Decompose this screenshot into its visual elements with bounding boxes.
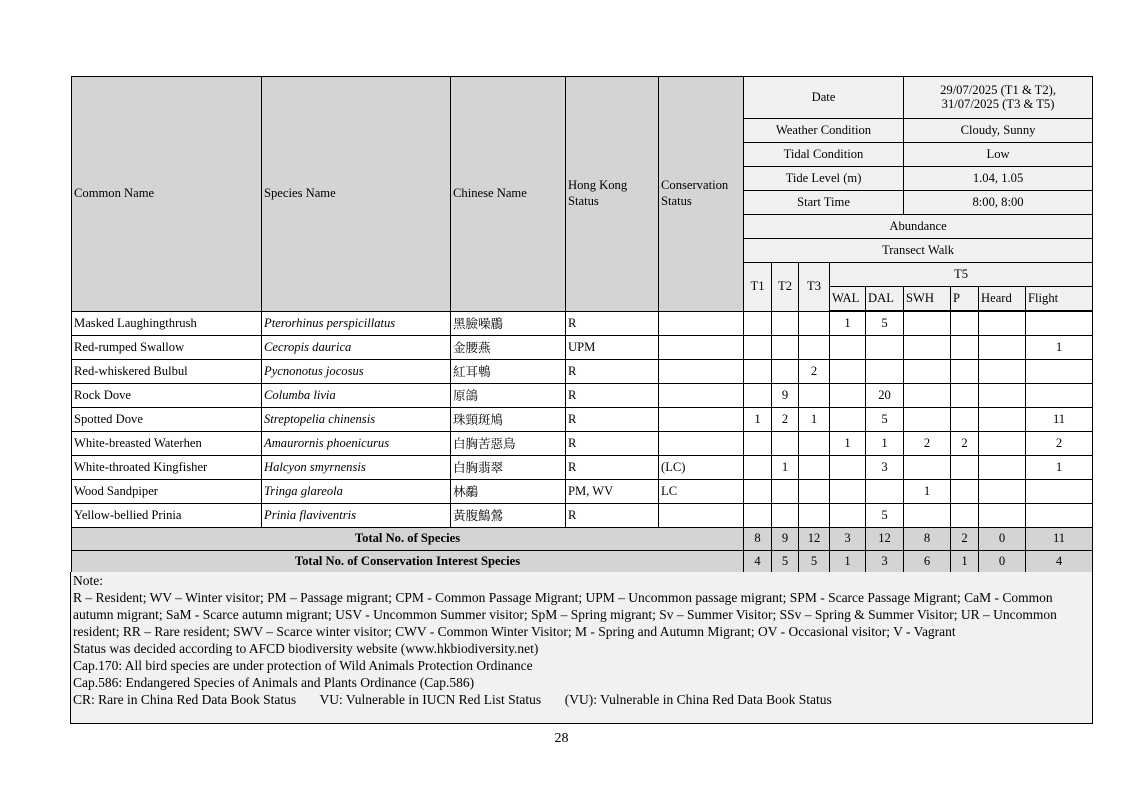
total-cell: 12 xyxy=(866,528,904,551)
count-cell xyxy=(866,336,904,360)
count-cell xyxy=(951,480,979,504)
chinese-name-cell: 白胸翡翠 xyxy=(451,456,566,480)
table-row xyxy=(72,336,1093,360)
count-cell: 5 xyxy=(866,408,904,432)
total-cell: 1 xyxy=(830,551,866,574)
count-cell xyxy=(979,336,1026,360)
total-cell: 11 xyxy=(1026,528,1093,551)
total-cell: 0 xyxy=(979,528,1026,551)
count-cell: 2 xyxy=(772,408,799,432)
species-name-cell: Cecropis daurica xyxy=(262,336,451,360)
count-cell: 11 xyxy=(1026,408,1093,432)
count-cell xyxy=(1026,480,1093,504)
hk-status-cell: PM, WV xyxy=(566,480,659,504)
notes-cap586: Cap.586: Endangered Species of Animals and Plants Ordinance (Cap.586) xyxy=(73,675,475,690)
date-value-line-1: 29/07/2025 (T1 & T2), xyxy=(940,82,1056,97)
tide-level-label: Tide Level (m) xyxy=(744,167,904,191)
count-cell xyxy=(951,312,979,336)
count-cell xyxy=(830,336,866,360)
count-cell: 1 xyxy=(904,480,951,504)
count-cell xyxy=(979,408,1026,432)
tidal-label: Tidal Condition xyxy=(744,143,904,167)
count-cell xyxy=(772,480,799,504)
count-cell xyxy=(866,480,904,504)
subheader-swh: SWH xyxy=(904,287,951,311)
common-name-cell: White-throated Kingfisher xyxy=(72,456,262,480)
species-name-cell: Tringa glareola xyxy=(262,480,451,504)
count-cell: 5 xyxy=(866,312,904,336)
hk-status-cell: R xyxy=(566,384,659,408)
count-cell xyxy=(799,432,830,456)
count-cell xyxy=(951,336,979,360)
table-row xyxy=(72,432,1093,456)
transect-walk-header: Transect Walk xyxy=(744,239,1093,263)
common-name-cell: Red-whiskered Bulbul xyxy=(72,360,262,384)
species-name-cell: Pycnonotus jocosus xyxy=(262,360,451,384)
chinese-name-cell: 林鷸 xyxy=(451,480,566,504)
table-row xyxy=(72,384,1093,408)
count-cell: 2 xyxy=(951,432,979,456)
count-cell: 1 xyxy=(744,408,772,432)
total-conservation-row xyxy=(72,551,1093,574)
subheader-p: P xyxy=(951,287,979,311)
tidal-value: Low xyxy=(904,143,1093,167)
table-row xyxy=(72,480,1093,504)
count-cell: 1 xyxy=(1026,336,1093,360)
total-cell: 6 xyxy=(904,551,951,574)
count-cell xyxy=(1026,312,1093,336)
abundance-header: Abundance xyxy=(744,215,1093,239)
conservation-status-cell xyxy=(659,360,744,384)
conservation-status-cell xyxy=(659,312,744,336)
total-cell: 4 xyxy=(744,551,772,574)
notes-title: Note: xyxy=(73,573,103,588)
table-row xyxy=(72,360,1093,384)
species-name-cell: Halcyon smyrnensis xyxy=(262,456,451,480)
hk-status-cell: R xyxy=(566,432,659,456)
total-species-row-label: Total No. of Species xyxy=(72,528,744,551)
count-cell xyxy=(979,384,1026,408)
count-cell: 1 xyxy=(1026,456,1093,480)
date-value-line-2: 31/07/2025 (T3 & T5) xyxy=(941,96,1055,111)
start-time-label: Start Time xyxy=(744,191,904,215)
table-row xyxy=(72,408,1093,432)
table-row xyxy=(72,456,1093,480)
count-cell xyxy=(744,312,772,336)
conservation-status-cell xyxy=(659,504,744,528)
conservation-status-cell xyxy=(659,432,744,456)
conservation-status-cell xyxy=(659,336,744,360)
count-cell xyxy=(799,480,830,504)
count-cell: 1 xyxy=(830,432,866,456)
subheader-flight: Flight xyxy=(1026,287,1093,311)
common-name-cell: Spotted Dove xyxy=(72,408,262,432)
count-cell xyxy=(1026,384,1093,408)
count-cell xyxy=(772,360,799,384)
total-cell: 3 xyxy=(866,551,904,574)
chinese-name-cell: 黑臉噪鶥 xyxy=(451,312,566,336)
notes-panel xyxy=(70,572,1093,724)
count-cell xyxy=(951,456,979,480)
total-cell: 5 xyxy=(799,551,830,574)
count-cell xyxy=(799,384,830,408)
notes-status-source: Status was decided according to AFCD biodiversity website (www.hkbiodiversity.net) xyxy=(73,641,539,656)
total-cell: 4 xyxy=(1026,551,1093,574)
tide-level-value: 1.04, 1.05 xyxy=(904,167,1093,191)
start-time-value: 8:00, 8:00 xyxy=(904,191,1093,215)
total-cell: 5 xyxy=(772,551,799,574)
total-species-row xyxy=(72,528,1093,551)
page-number: 28 xyxy=(554,731,569,746)
count-cell xyxy=(772,312,799,336)
count-cell xyxy=(1026,360,1093,384)
count-cell xyxy=(979,480,1026,504)
total-conservation-row-label: Total No. of Conservation Interest Species xyxy=(72,551,744,574)
hk-status-cell: R xyxy=(566,408,659,432)
date-value xyxy=(904,77,1093,119)
count-cell xyxy=(951,504,979,528)
chinese-name-cell: 原鴿 xyxy=(451,384,566,408)
chinese-name-cell: 黃腹鷦鶯 xyxy=(451,504,566,528)
subheader-dal: DAL xyxy=(866,287,904,311)
count-cell xyxy=(830,504,866,528)
total-cell: 0 xyxy=(979,551,1026,574)
count-cell xyxy=(904,504,951,528)
conservation-status-cell xyxy=(659,384,744,408)
bird-survey-table xyxy=(71,76,1093,574)
count-cell xyxy=(830,384,866,408)
count-cell: 3 xyxy=(866,456,904,480)
count-cell: 1 xyxy=(772,456,799,480)
notes-cap170: Cap.170: All bird species are under protection of Wild Animals Protection Ordinance xyxy=(73,658,533,673)
chinese-name-cell: 珠頸斑鳩 xyxy=(451,408,566,432)
count-cell: 20 xyxy=(866,384,904,408)
header-t5: T5 xyxy=(830,263,1093,287)
subheader-heard: Heard xyxy=(979,287,1026,311)
total-cell: 8 xyxy=(904,528,951,551)
common-name-cell: Wood Sandpiper xyxy=(72,480,262,504)
count-cell xyxy=(979,312,1026,336)
count-cell xyxy=(744,432,772,456)
total-cell: 8 xyxy=(744,528,772,551)
count-cell xyxy=(772,336,799,360)
count-cell xyxy=(904,456,951,480)
count-cell xyxy=(744,336,772,360)
common-name-cell: Yellow-bellied Prinia xyxy=(72,504,262,528)
count-cell xyxy=(904,384,951,408)
common-name-cell: Red-rumped Swallow xyxy=(72,336,262,360)
count-cell xyxy=(744,384,772,408)
total-cell: 1 xyxy=(951,551,979,574)
hk-status-cell: R xyxy=(566,360,659,384)
count-cell xyxy=(904,408,951,432)
common-name-cell: White-breasted Waterhen xyxy=(72,432,262,456)
chinese-name-cell: 金腰燕 xyxy=(451,336,566,360)
header-hk-status: Hong Kong Status xyxy=(566,77,659,312)
header-t2: T2 xyxy=(772,263,799,312)
count-cell: 2 xyxy=(1026,432,1093,456)
header-species-name: Species Name xyxy=(262,77,451,312)
count-cell xyxy=(799,336,830,360)
count-cell xyxy=(951,384,979,408)
header-t3: T3 xyxy=(799,263,830,312)
header-chinese-name: Chinese Name xyxy=(451,77,566,312)
count-cell xyxy=(866,360,904,384)
count-cell xyxy=(830,408,866,432)
total-cell: 12 xyxy=(799,528,830,551)
count-cell xyxy=(951,408,979,432)
conservation-status-cell: LC xyxy=(659,480,744,504)
count-cell xyxy=(799,456,830,480)
species-name-cell: Columba livia xyxy=(262,384,451,408)
hk-status-cell: R xyxy=(566,504,659,528)
chinese-name-cell: 白胸苦惡鳥 xyxy=(451,432,566,456)
date-label: Date xyxy=(744,77,904,119)
chinese-name-cell: 紅耳鵯 xyxy=(451,360,566,384)
count-cell: 1 xyxy=(866,432,904,456)
header-common-name: Common Name xyxy=(72,77,262,312)
species-name-cell: Pterorhinus perspicillatus xyxy=(262,312,451,336)
hk-status-cell: R xyxy=(566,456,659,480)
header-t1: T1 xyxy=(744,263,772,312)
count-cell xyxy=(744,456,772,480)
count-cell xyxy=(979,360,1026,384)
count-cell xyxy=(772,432,799,456)
count-cell xyxy=(799,504,830,528)
count-cell xyxy=(830,360,866,384)
species-name-cell: Prinia flaviventris xyxy=(262,504,451,528)
weather-value: Cloudy, Sunny xyxy=(904,119,1093,143)
header-conservation-status: Conservation Status xyxy=(659,77,744,312)
subheader-wal: WAL xyxy=(830,287,866,311)
count-cell: 1 xyxy=(830,312,866,336)
total-cell: 3 xyxy=(830,528,866,551)
count-cell: 9 xyxy=(772,384,799,408)
hk-status-cell: R xyxy=(566,312,659,336)
count-cell xyxy=(979,432,1026,456)
count-cell xyxy=(979,504,1026,528)
notes-red-list: CR: Rare in China Red Data Book Status VU: Vulnerable in IUCN Red List Status (VU): Vulnerable in China Red Data Book Status xyxy=(73,692,832,707)
count-cell: 2 xyxy=(904,432,951,456)
count-cell xyxy=(1026,504,1093,528)
count-cell xyxy=(904,312,951,336)
conservation-status-cell xyxy=(659,408,744,432)
total-cell: 2 xyxy=(951,528,979,551)
count-cell xyxy=(772,504,799,528)
common-name-cell: Rock Dove xyxy=(72,384,262,408)
species-name-cell: Streptopelia chinensis xyxy=(262,408,451,432)
count-cell xyxy=(744,360,772,384)
count-cell: 2 xyxy=(799,360,830,384)
total-cell: 9 xyxy=(772,528,799,551)
hk-status-cell: UPM xyxy=(566,336,659,360)
count-cell: 1 xyxy=(799,408,830,432)
conservation-status-cell: (LC) xyxy=(659,456,744,480)
common-name-cell: Masked Laughingthrush xyxy=(72,312,262,336)
count-cell: 5 xyxy=(866,504,904,528)
count-cell xyxy=(979,456,1026,480)
weather-label: Weather Condition xyxy=(744,119,904,143)
count-cell xyxy=(830,480,866,504)
table-row xyxy=(72,312,1093,336)
table-row xyxy=(72,504,1093,528)
count-cell xyxy=(799,312,830,336)
count-cell xyxy=(744,480,772,504)
count-cell xyxy=(951,360,979,384)
species-name-cell: Amaurornis phoenicurus xyxy=(262,432,451,456)
count-cell xyxy=(830,456,866,480)
count-cell xyxy=(744,504,772,528)
count-cell xyxy=(904,336,951,360)
count-cell xyxy=(904,360,951,384)
notes-status-legend: R – Resident; WV – Winter visitor; PM – Passage migrant; CPM - Common Passage Migrant; UPM – Uncommon passage migrant; SPM - Scarce Passage Migrant; CaM - Common autumn migrant; SaM - Scarce autumn migrant; USV - Uncommon Summer visitor; SpM – Spring migrant; Sv – Summer Visitor; SSv – Spring & Summer Visitor; UR – Uncommon resident; RR – Rare resident; SWV – Scarce winter visitor; CWV - Common Winter Visitor; M - Spring and Autumn Migrant; OV - Occasional visitor; V - Vagrant xyxy=(73,590,1057,639)
